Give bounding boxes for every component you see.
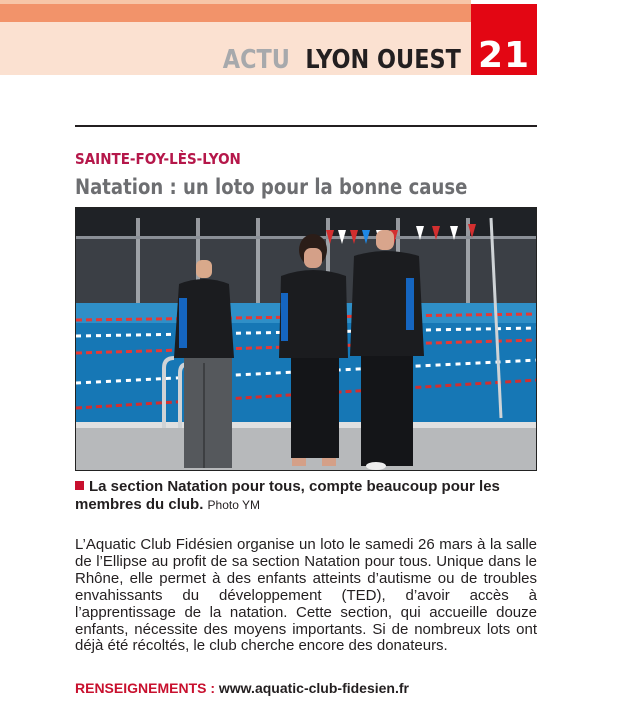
- article-kicker: SAINTE-FOY-LÈS-LYON: [75, 150, 241, 168]
- info-url[interactable]: www.aquatic-club-fidesien.fr: [218, 680, 409, 696]
- rubric-city: LYON OUEST: [305, 45, 461, 75]
- section-rubric: [223, 44, 461, 76]
- photo-credit: Photo YM: [207, 498, 261, 512]
- photo-caption: [75, 478, 537, 514]
- article-photo: [75, 207, 537, 471]
- pool-photo-illustration: [76, 208, 537, 471]
- article-info: [75, 680, 409, 696]
- page-number: 21: [477, 35, 531, 76]
- caption-text: La section Natation pour tous, compte beaucoup pour les membres du club.: [75, 478, 500, 513]
- header-rule: [75, 125, 537, 127]
- article-body: L’Aquatic Club Fidésien organise un loto le samedi 26 mars à la salle de l’Ellipse au profit de sa section Natation pour tous. Unique dans le Rhône, elle permet à des enfants atteints d’autisme ou de troubles envahissants du développement (TED), d’avoir accès à l’apprentissage de la natation. Cette section, qui accueille douze enfants, nécessite des moyens importants. Si de nombreux lots ont déjà été récoltés, le club cherche encore des donateurs.: [75, 536, 537, 655]
- article-headline: Natation : un loto pour la bonne cause: [75, 175, 468, 199]
- rubric-actu: ACTU: [222, 45, 291, 75]
- info-label: RENSEIGNEMENTS :: [75, 680, 216, 696]
- caption-square-icon: [75, 481, 84, 490]
- header-orange-bar: [0, 4, 471, 22]
